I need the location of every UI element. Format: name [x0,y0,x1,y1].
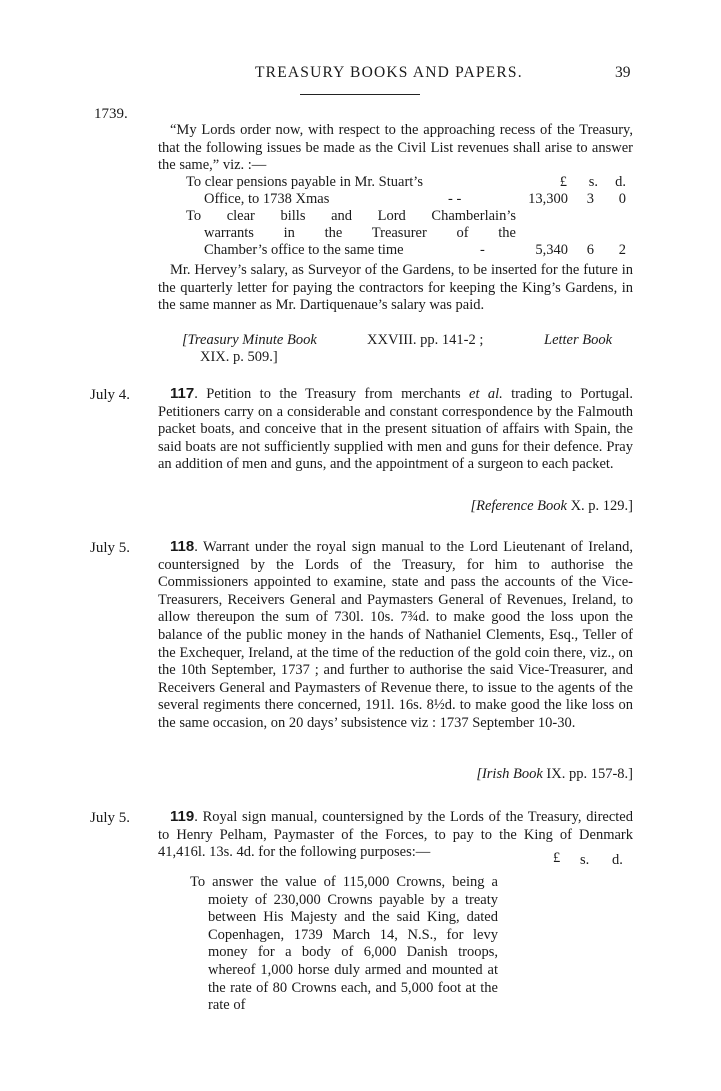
entry-118-date: July 5. [90,540,131,556]
entry-118-reference: [Irish Book IX. pp. 157-8.] [476,766,633,782]
row1-shillings: 3 [586,191,594,207]
entry-117-text: 117. Petition to the Treasury from merchants et al. trading to Portugal. Petitioners carry on a considerable and constant correspondence by the Falmouth packet boats, and conceive that in the present situation of affairs with Spain, the said boats are not sufficiently supplied with men and guns for their defence. Pray an addition of men and guns, and the appointment of a surgeon to each packet. [158,385,633,473]
issues-table [158,174,633,258]
page-number: 39 [615,64,631,81]
row2-line1: To clear bills and Lord Chamberlain’s [186,208,516,224]
margin-year: 1739. [94,106,128,122]
entry-117-number: 117 [170,385,195,402]
hervey-paragraph: Mr. Hervey’s salary, as Surveyor of the Gardens, to be inserted for the future in the quarterly letter for paying the contractors for keeping the King’s Gardens, in the same manner as Mr. Dartiquenaue’s salary was paid. [158,262,633,314]
col-pence: d. [615,174,626,190]
row1-pounds: 13,300 [528,191,568,207]
row1-line1: To clear pensions payable in Mr. Stuart’s [186,174,423,190]
entry-117-reference: [Reference Book X. p. 129.] [470,498,633,514]
row2-line3: Chamber’s office to the same time [204,242,404,258]
entry-119-col-pence: d. [612,852,623,868]
intro-paragraph: “My Lords order now, with respect to the approaching recess of the Treasury, that the following issues be made as the Civil List revenues shall arise to answer the same,” viz. :— [158,122,633,174]
ref-letter-vol: XIX. p. 509.] [200,349,278,365]
entry-117-date: July 4. [90,387,131,403]
row2-pounds: 5,340 [535,242,568,258]
entry-119-col-shilling: s. [580,852,590,868]
row1-line2: Office, to 1738 Xmas [204,191,330,207]
ref-letter-book: Letter Book [544,332,613,348]
ref-minute-book: [Treasury Minute Book [182,332,317,348]
row1-pence: 0 [618,191,626,207]
row1-dashes: - - [448,191,462,207]
row2-line2: warrants in the Treasurer of the [204,225,516,241]
entry-118-number: 118 [170,538,195,555]
row2-pence: 2 [618,242,626,258]
entry-119-col-pound: £ [553,850,561,866]
entry-119-item: To answer the value of 115,000 Crowns, being a moiety of 230,000 Crowns payable by a treaty between His Majesty and the said King, dated Copenhagen, 1739 March 14, N.S., for levy money for a body of 6,000 Danish troops, whereof 1,000 horse duly armed and mounted at the rate of 80 Crowns each, and 5,000 foot at the rate of [190,874,498,1014]
ref-minute-vol: XXVIII. pp. 141-2 ; [367,332,484,348]
intro-reference [182,332,634,368]
header-rule [300,94,420,95]
entry-118-text: 118. Warrant under the royal sign manual to the Lord Lieutenant of Ireland, countersigned by the Lords of the Treasury, for him to authorise the Commissioners appointed to examine, state and pass the accounts of the Vice-Treasurers, Receivers General and Paymasters General of Revenues, Ireland, to allow thereupon the sum of 730l. 10s. 7¾d. to make good the loss upon the balance of the public money in the hands of Nathaniel Clements, Esq., Teller of the Exchequer, Ireland, at the time of the reduction of the gold coin there, viz., on the 10th September, 1737 ; and further to authorise the said Vice-Treasurer, and Receivers General and Paymasters of Revenue there, to issue to the agents of the several regiments there concerned, 191l. 16s. 8½d. to make good the like loss on the same occasion, on 20 days’ subsistence viz : 1737 September 10-30. [158,538,633,731]
entry-119-text: 119. Royal sign manual, countersigned by the Lords of the Treasury, directed to Henry Pelham, Paymaster of the Forces, to pay to the King of Denmark 41,416l. 13s. 4d. for the following purposes:— [158,808,633,861]
running-header-title: TREASURY BOOKS AND PAPERS. [255,64,523,81]
col-pound: £ [559,174,567,190]
row2-dashes: - [480,242,485,258]
col-shilling: s. [588,174,598,190]
entry-119-number: 119 [170,808,195,825]
entry-119-date: July 5. [90,810,131,826]
row2-shillings: 6 [586,242,594,258]
